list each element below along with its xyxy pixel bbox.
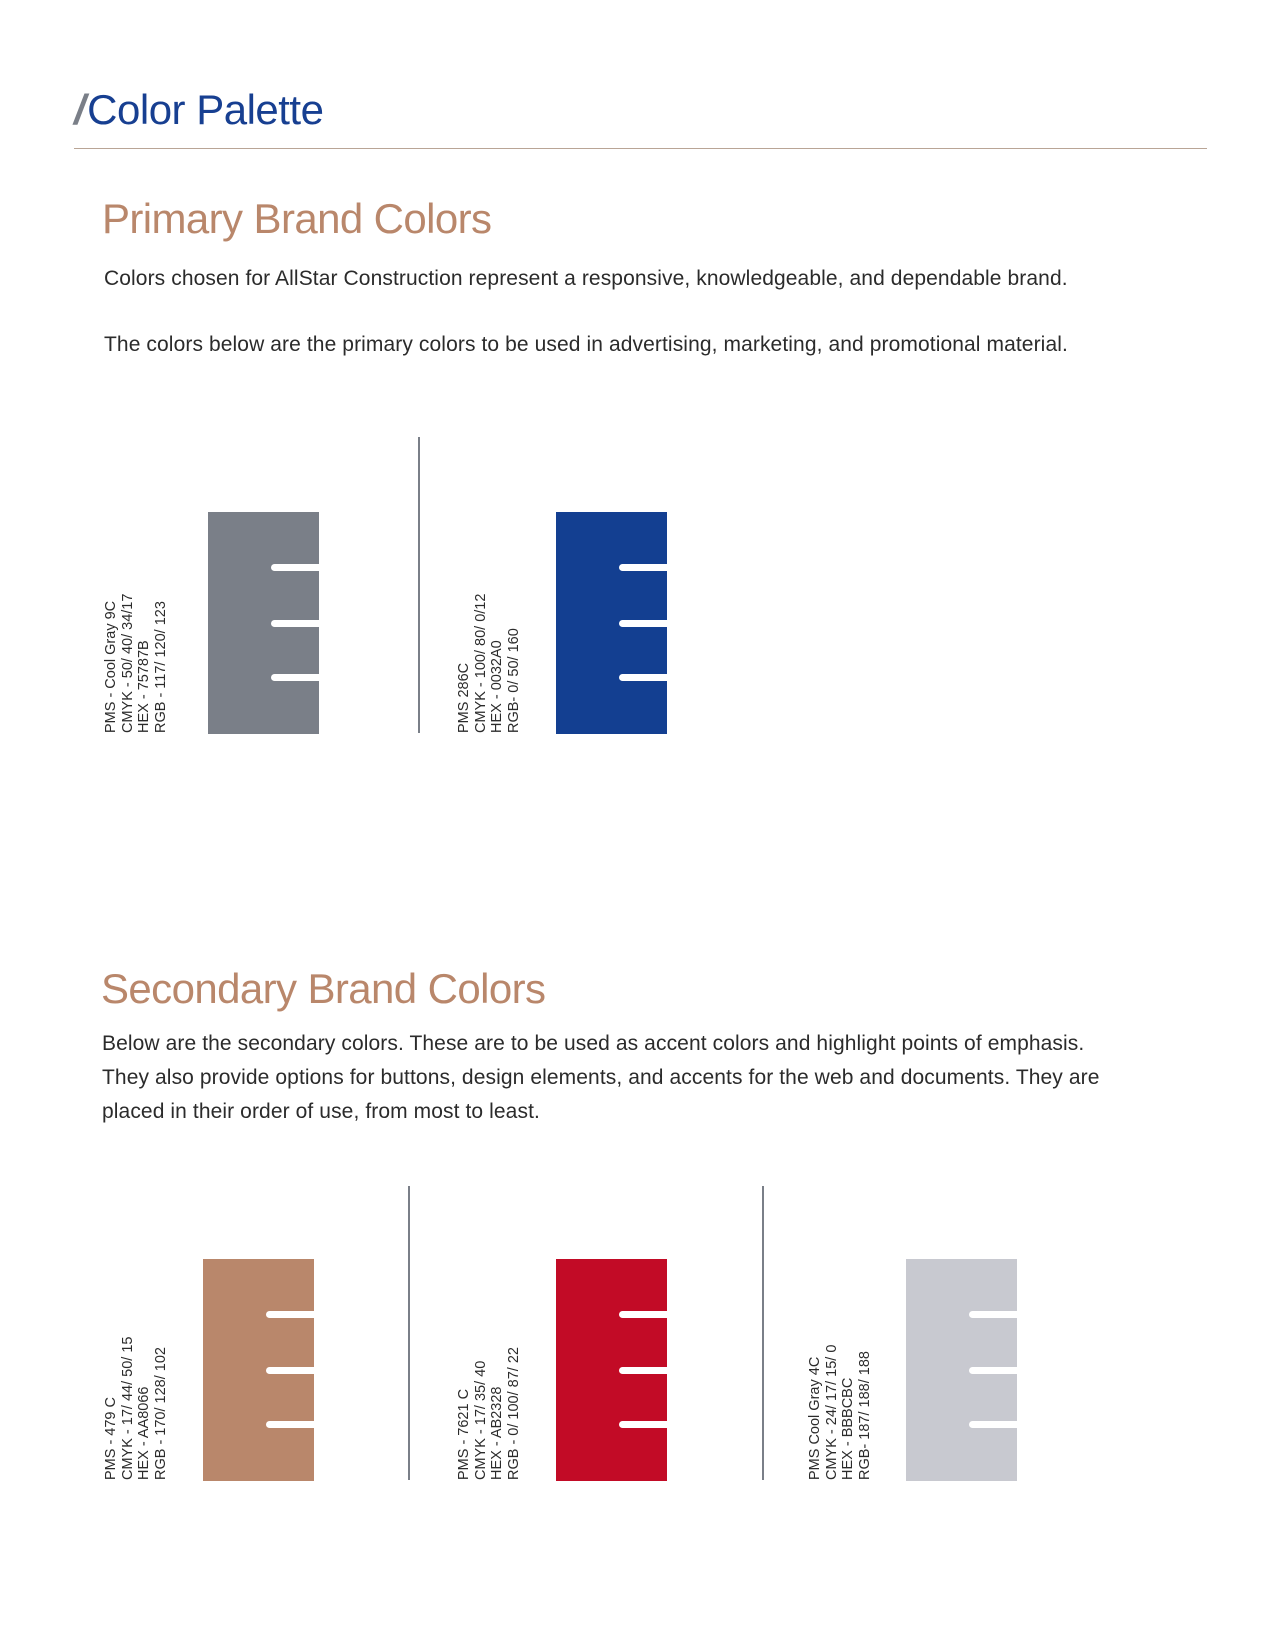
- swatch-notch: [271, 564, 319, 571]
- spec-hex: HEX - AB2328: [489, 1386, 505, 1480]
- spec-rgb: RGB - 117/ 120/ 123: [152, 601, 169, 733]
- spec-cmyk: CMYK - 100/ 80/ 0/12: [472, 593, 489, 733]
- swatch-divider: [418, 437, 420, 733]
- swatch-notch: [969, 1421, 1017, 1428]
- swatch-479c: [203, 1259, 314, 1481]
- swatch-divider: [762, 1186, 764, 1480]
- swatch-notch: [969, 1311, 1017, 1318]
- swatch-notch: [619, 1421, 667, 1428]
- swatch-notch: [266, 1367, 314, 1374]
- primary-paragraph-2: The colors below are the primary colors to be used in advertising, marketing, and promotional material.: [104, 333, 1068, 356]
- swatch-spec-479c: [103, 1330, 169, 1480]
- spec-pms: PMS - Cool Gray 9C: [103, 600, 119, 733]
- spec-rgb: RGB - 0/ 100/ 87/ 22: [505, 1347, 522, 1480]
- spec-hex: HEX - 0032A0: [489, 640, 505, 733]
- title-slash: /: [74, 86, 86, 133]
- secondary-heading: Secondary Brand Colors: [101, 965, 546, 1012]
- title-divider: [74, 148, 1207, 149]
- spec-pms: PMS - 7621 C: [456, 1388, 472, 1480]
- swatch-notch: [271, 620, 319, 627]
- swatch-notch: [969, 1367, 1017, 1374]
- page-title: [74, 80, 323, 140]
- swatch-notch: [619, 564, 667, 571]
- swatch-spec-7621c: [456, 1330, 522, 1480]
- swatch-notch: [619, 674, 667, 681]
- swatch-notch: [271, 674, 319, 681]
- spec-hex: HEX - 75787B: [136, 640, 152, 733]
- spec-cmyk: CMYK - 24/ 17/ 15/ 0: [823, 1344, 840, 1480]
- spec-cmyk: CMYK - 17/ 44/ 50/ 15: [119, 1336, 136, 1480]
- spec-cmyk: CMYK - 17/ 35/ 40: [472, 1360, 489, 1480]
- swatch-notch: [266, 1311, 314, 1318]
- spec-rgb: RGB- 0/ 50/ 160: [505, 628, 522, 733]
- spec-rgb: RGB- 187/ 188/ 188: [856, 1351, 873, 1480]
- spec-hex: HEX - AA8066: [136, 1386, 152, 1480]
- spec-rgb: RGB - 170/ 128/ 102: [152, 1347, 169, 1480]
- swatch-7621c: [556, 1259, 667, 1481]
- primary-heading: Primary Brand Colors: [102, 195, 492, 242]
- swatch-divider: [408, 1186, 410, 1480]
- spec-cmyk: CMYK - 50/ 40/ 34/17: [119, 593, 136, 733]
- swatch-spec-cool-gray-4c: [807, 1330, 873, 1480]
- secondary-paragraph: Below are the secondary colors. These are to be used as accent colors and highlight points of emphasis. They also provide options for buttons, design elements, and accents for the web and documents. They are placed in their order of use, from most to least.: [102, 1032, 1100, 1123]
- spec-pms: PMS 286C: [456, 662, 472, 733]
- swatch-notch: [619, 1367, 667, 1374]
- swatch-cool-gray-4c: [906, 1259, 1017, 1481]
- swatch-notch: [266, 1421, 314, 1428]
- spec-pms: PMS - 479 C: [103, 1397, 119, 1480]
- primary-paragraph-1: Colors chosen for AllStar Construction represent a responsive, knowledgeable, and dependable brand.: [104, 267, 1068, 290]
- spec-hex: HEX - BBBCBC: [840, 1377, 856, 1480]
- swatch-notch: [619, 1311, 667, 1318]
- swatch-spec-pms-286c: [456, 583, 522, 733]
- swatch-pms-286c: [556, 512, 667, 734]
- swatch-spec-cool-gray-9c: [103, 583, 169, 733]
- title-text: Color Palette: [87, 86, 324, 133]
- spec-pms: PMS Cool Gray 4C: [807, 1356, 823, 1480]
- swatch-notch: [619, 620, 667, 627]
- swatch-cool-gray-9c: [208, 512, 319, 734]
